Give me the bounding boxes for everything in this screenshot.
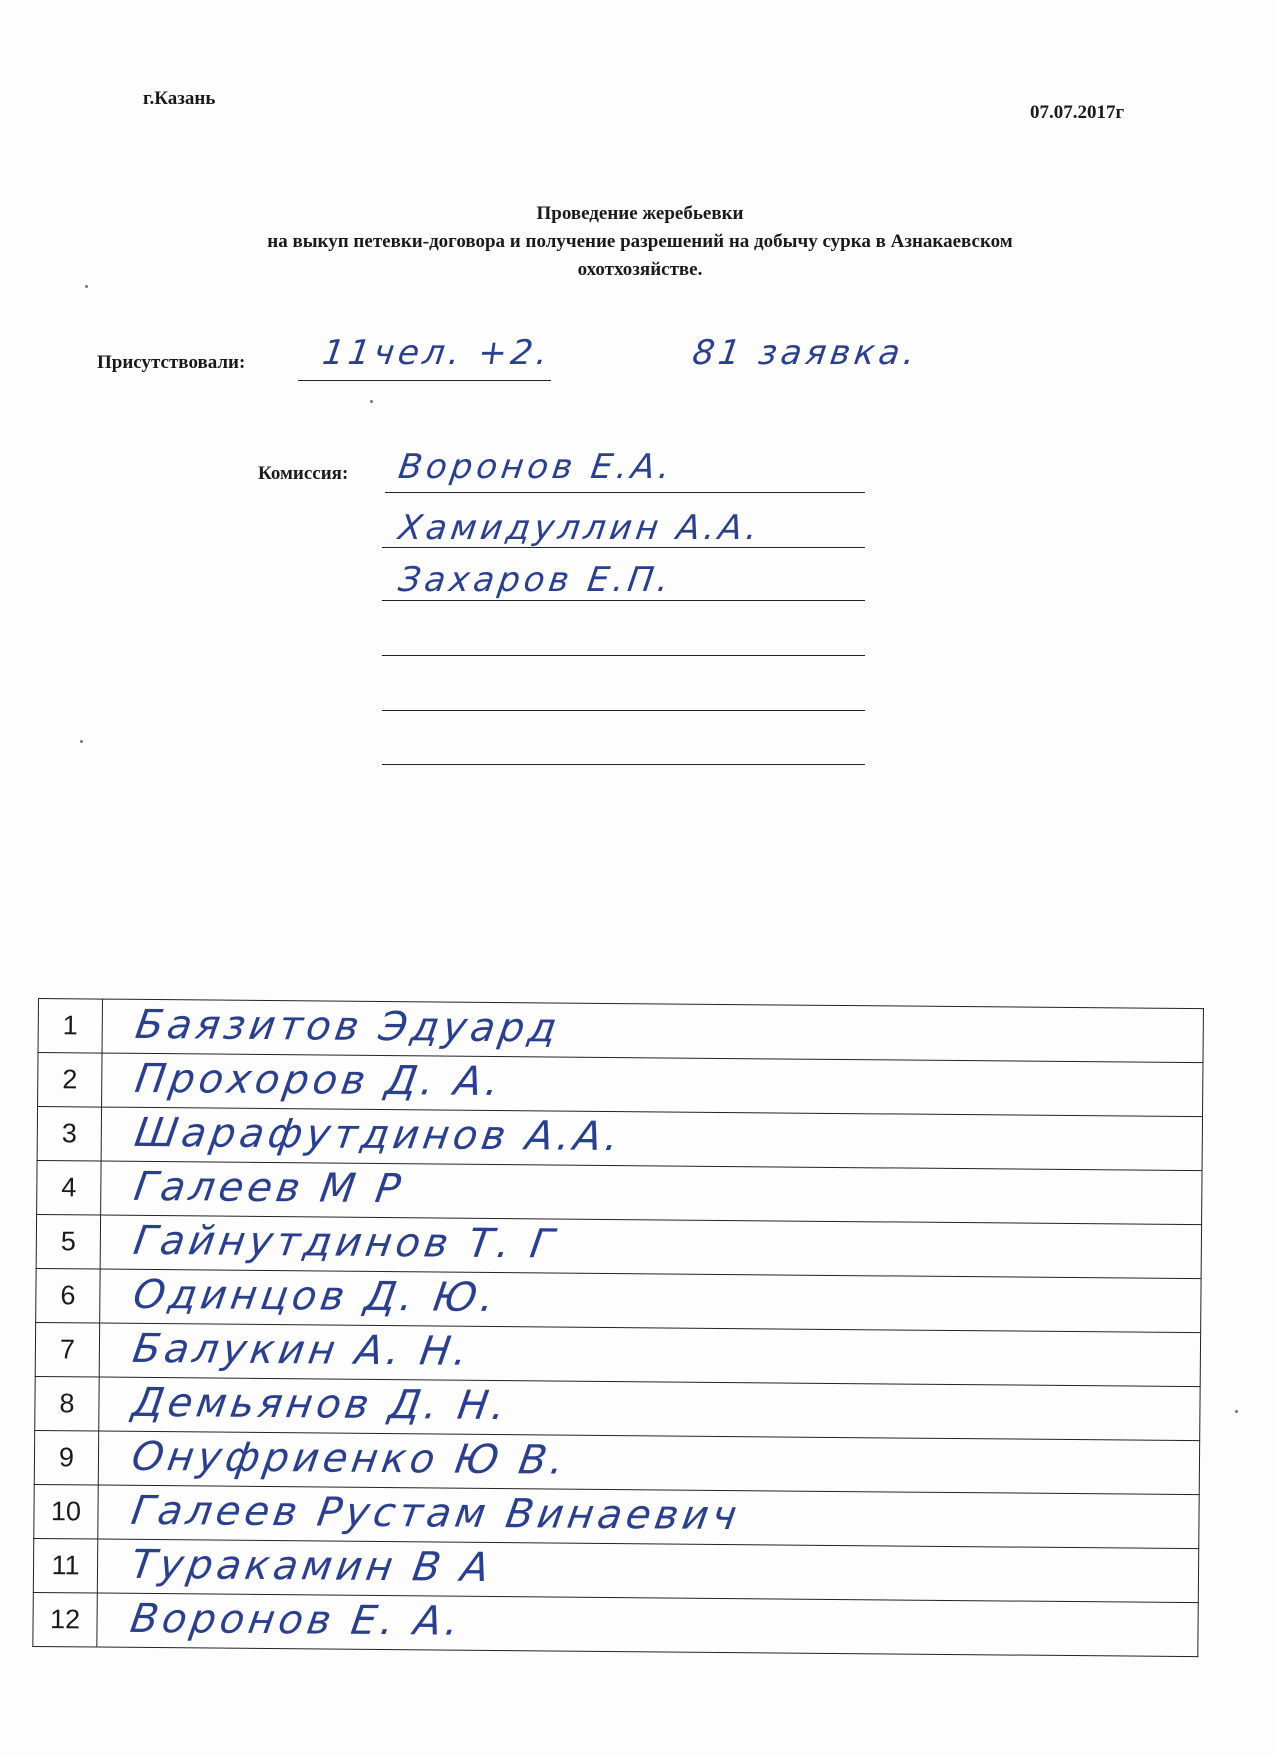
row-number: 8 [35,1376,99,1431]
commission-member-3: Захаров Е.П. [396,560,676,600]
participant-name-cell [99,1377,1200,1441]
commission-label: Комиссия: [258,463,349,484]
row-number: 11 [33,1538,97,1593]
document-title [140,200,1140,284]
participant-name-cell [98,1485,1199,1549]
commission-line-6 [382,764,865,765]
scan-speck [80,740,83,743]
row-number: 1 [38,999,102,1054]
row-number: 6 [36,1268,100,1323]
present-underline [298,380,551,381]
row-number: 5 [36,1214,100,1269]
present-label: Присутствовали: [97,352,246,373]
participant-name-cell [97,1539,1198,1603]
participant-name: Прохоров Д. А. [132,1055,506,1106]
participant-name: Демьянов Д. Н. [129,1379,513,1430]
commission-line-4 [382,655,865,656]
commission-line-3 [382,600,865,601]
row-number: 7 [35,1322,99,1377]
participant-name-cell [97,1593,1198,1657]
commission-member-1: Воронов Е.А. [396,447,677,487]
participant-name: Туракамин В А [127,1541,496,1591]
participant-name: Воронов Е. А. [127,1595,466,1645]
participant-name: Шарафутдинов А.А. [131,1109,626,1161]
title-line-1: Проведение жеребьевки [536,203,744,224]
participant-name-cell [102,1053,1203,1117]
document-date: 07.07.2017г [1030,102,1125,123]
participant-name: Баязитов Эдуард [132,1001,564,1052]
table-row [33,1592,1198,1656]
participant-name: Гайнутдинов Т. Г [130,1217,561,1268]
participant-name-cell [100,1269,1201,1333]
scan-speck [370,400,373,403]
present-count-handwritten: 11чел. +2. [320,333,555,373]
participant-name: Одинцов Д. Ю. [130,1271,501,1321]
row-number: 9 [34,1430,98,1485]
participant-name-cell [99,1323,1200,1387]
row-number: 4 [37,1160,101,1215]
scan-speck [85,285,88,288]
row-number: 2 [38,1053,102,1108]
row-number: 10 [34,1484,98,1539]
commission-line-1 [385,492,865,493]
applications-count-handwritten: 81 заявка. [690,333,922,373]
commission-member-2: Хамидуллин А.А. [396,508,764,548]
participant-name: Балукин А. Н. [129,1325,475,1375]
participant-name-cell [102,999,1203,1063]
participant-name-cell [98,1431,1199,1495]
participant-name-cell [101,1107,1202,1171]
participant-name: Галеев Рустам Винаевич [128,1487,744,1540]
commission-line-2 [382,547,865,548]
participants-table [32,998,1204,1657]
row-number: 12 [33,1592,97,1647]
participant-name: Галеев М Р [131,1163,408,1213]
city-label: г.Казань [143,88,216,109]
title-line-3: охотхозяйстве. [577,259,703,280]
participant-name-cell [101,1161,1202,1225]
participant-name-cell [100,1215,1201,1279]
scan-speck [1235,1410,1238,1413]
participant-name: Онуфриенко Ю В. [128,1433,571,1484]
row-number: 3 [37,1107,101,1162]
title-line-2: на выкуп петевки-договора и получение разрешений на добычу сурка в Азнакаевском [267,231,1013,252]
commission-line-5 [382,710,865,711]
